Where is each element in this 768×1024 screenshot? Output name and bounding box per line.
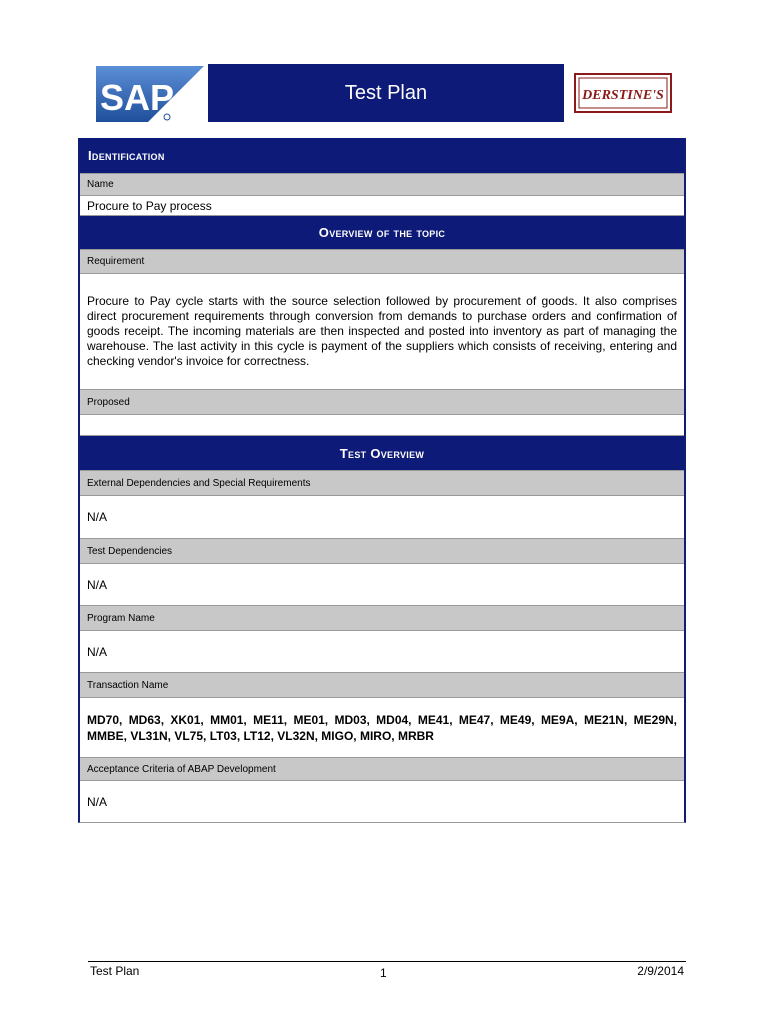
acceptance-criteria-value: N/A: [80, 781, 684, 822]
proposed-value: [80, 415, 684, 436]
svg-text:DERSTINE'S: DERSTINE'S: [582, 88, 664, 103]
requirement-text: Procure to Pay cycle starts with the source selection followed by procurement of goods. It also comprises direct procurement requirements through conversion from demands to purchase orders and confirmation of goods receipt. The incoming materials are then inspected and posted into inventory as part of managing the warehouse. The last activity in this cycle is payment of the suppliers which consists of receiving, entering and checking vendor's invoice for correctness.: [80, 274, 684, 390]
transaction-name-label: Transaction Name: [80, 673, 684, 698]
test-dependencies-value: N/A: [80, 564, 684, 606]
page-footer: [88, 961, 686, 982]
program-name-value: N/A: [80, 631, 684, 673]
test-dependencies-label: Test Dependencies: [80, 539, 684, 564]
proposed-label: Proposed: [80, 390, 684, 415]
identification-header: Identification: [80, 138, 684, 174]
external-dependencies-label: External Dependencies and Special Requirements: [80, 471, 684, 496]
page-header: [96, 64, 676, 122]
footer-date: 2/9/2014: [637, 964, 684, 978]
acceptance-criteria-label: Acceptance Criteria of ABAP Development: [80, 758, 684, 781]
overview-header: Overview of the topic: [80, 216, 684, 250]
test-plan-table: [78, 138, 686, 823]
requirement-label: Requirement: [80, 250, 684, 274]
transaction-name-value: MD70, MD63, XK01, MM01, ME11, ME01, MD03, MD04, ME41, ME47, ME49, ME9A, ME21N, ME29N, MMBE, VL31N, VL75, LT03, LT12, VL32N, MIGO, MIRO, MRBR: [80, 698, 684, 758]
svg-text:SAP: SAP: [100, 77, 175, 118]
derstines-logo: [574, 68, 674, 118]
sap-logo: [96, 66, 204, 122]
program-name-label: Program Name: [80, 606, 684, 631]
footer-title: Test Plan: [90, 964, 140, 978]
page-number: 1: [380, 966, 387, 980]
name-value: Procure to Pay process: [80, 196, 684, 216]
page-title: Test Plan: [208, 64, 564, 122]
test-overview-header: Test Overview: [80, 436, 684, 471]
external-dependencies-value: N/A: [80, 496, 684, 539]
name-label: Name: [80, 174, 684, 196]
